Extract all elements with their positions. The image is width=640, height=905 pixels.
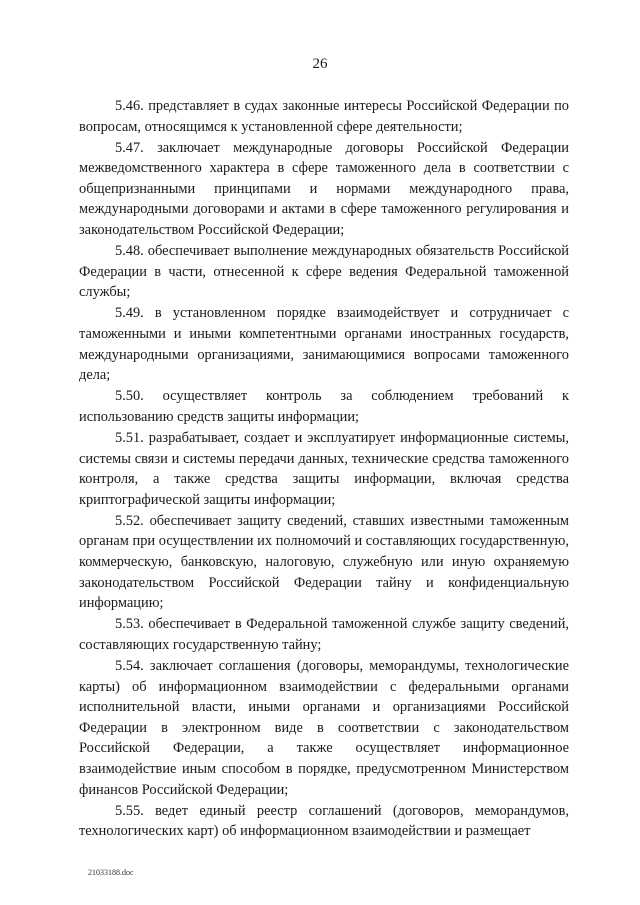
document-body bbox=[79, 96, 569, 842]
page-number: 26 bbox=[312, 56, 328, 72]
paragraph-5-49: 5.49. в установленном порядке взаимодействует и сотрудничает с таможенными и иными компетентными органами иностранных государств, международными организациями, занимающимися вопросами таможенного дела; bbox=[79, 305, 569, 384]
paragraph-5-50: 5.50. осуществляет контроль за соблюдением требований к использованию средств защиты информации; bbox=[79, 388, 569, 425]
paragraph-5-53: 5.53. обеспечивает в Федеральной таможенной службе защиту сведений, составляющих государственную тайну; bbox=[79, 616, 569, 653]
paragraph-5-52: 5.52. обеспечивает защиту сведений, ставших известными таможенным органам при осуществлении их полномочий и составляющих государственную, коммерческую, банковскую, налоговую, служебную или иную охраняемую законодательством Российской Федерации тайну и конфиденциальную информацию; bbox=[79, 512, 569, 612]
paragraph-5-47: 5.47. заключает международные договоры Российской Федерации межведомственного характера в сфере таможенного дела в соответствии с общепризнанными принципами и нормами международного права, международными договорами и актами в сфере таможенного регулирования и законодательством Российской Федерации; bbox=[79, 139, 569, 239]
paragraph-5-48: 5.48. обеспечивает выполнение международных обязательств Российской Федерации в части, отнесенной к сфере ведения Федеральной таможенной службы; bbox=[79, 243, 569, 301]
footer-filename: 21033188.doc bbox=[88, 868, 134, 877]
paragraph-5-46: 5.46. представляет в судах законные интересы Российской Федерации по вопросам, относящимся к установленной сфере деятельности; bbox=[79, 98, 569, 135]
paragraph-5-55: 5.55. ведет единый реестр соглашений (договоров, меморандумов, технологических карт) об информационном взаимодействии и размещает bbox=[79, 802, 569, 840]
paragraph-5-51: 5.51. разрабатывает, создает и эксплуатирует информационные системы, системы связи и системы передачи данных, технические средства таможенного контроля, а также средства защиты информации, включая средства криптографической защиты информации; bbox=[79, 430, 569, 508]
paragraph-5-54: 5.54. заключает соглашения (договоры, меморандумы, технологические карты) об информационном взаимодействии с федеральными органами исполнительной власти, иными органами и организациями Российской Федерации в электронном виде в соответствии с законодательством Российской Федерации, а также осуществляет информационное взаимодействие иным способом в порядке, предусмотренном Министерством финансов Российской Федерации; bbox=[79, 658, 569, 798]
